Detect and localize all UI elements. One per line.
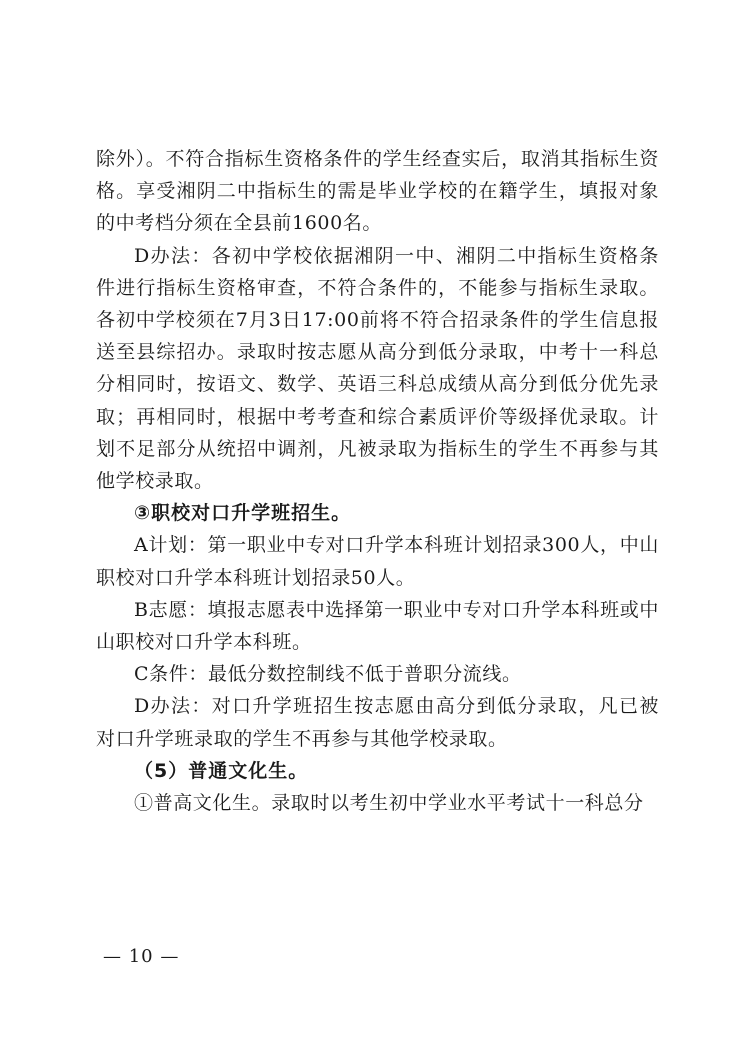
paragraph-continued: 除外）。不符合指标生资格条件的学生经查实后，取消其指标生资格。享受湘阴二中指标生的需是毕业学校的在籍学生，填报对象的中考档分须在全县前1600名。 — [96, 148, 659, 235]
document-body — [96, 143, 659, 819]
paragraph-method-d: D办法：各初中学校依据湘阴一中、湘阴二中指标生资格条件进行指标生资格审查，不符合条件的，不能参与指标生录取。各初中学校须在7月3日17:00前将不符合招录条件的学生信息报送至县综招办。录取时按志愿从高分到低分录取，中考十一科总分相同时，按语文、数学、英语三科总成绩从高分到低分优先录取；再相同时，根据中考考查和综合素质评价等级择优录取。计划不足部分从统招中调剂，凡被录取为指标生的学生不再参与其他学校录取。 — [96, 244, 659, 493]
paragraph-method-d2: D办法：对口升学班招生按志愿由高分到低分录取，凡已被对口升学班录取的学生不再参与其他学校录取。 — [96, 695, 659, 750]
section-heading-general: （5）普通文化生。 — [134, 759, 309, 782]
paragraph-plan-a: A计划：第一职业中专对口升学本科班计划招录300人，中山职校对口升学本科班计划招录50人。 — [96, 534, 659, 589]
paragraph-general-high: ①普高文化生。录取时以考生初中学业水平考试十一科总分 — [134, 792, 644, 815]
paragraph-condition-c: C条件：最低分数控制线不低于普职分流线。 — [134, 663, 522, 686]
page-number: — 10 — — [103, 946, 180, 967]
paragraph-choice-b: B志愿：填报志愿表中选择第一职业中专对口升学本科班或中山职校对口升学本科班。 — [96, 598, 659, 654]
section-heading-vocational: ③职校对口升学班招生。 — [134, 502, 352, 525]
